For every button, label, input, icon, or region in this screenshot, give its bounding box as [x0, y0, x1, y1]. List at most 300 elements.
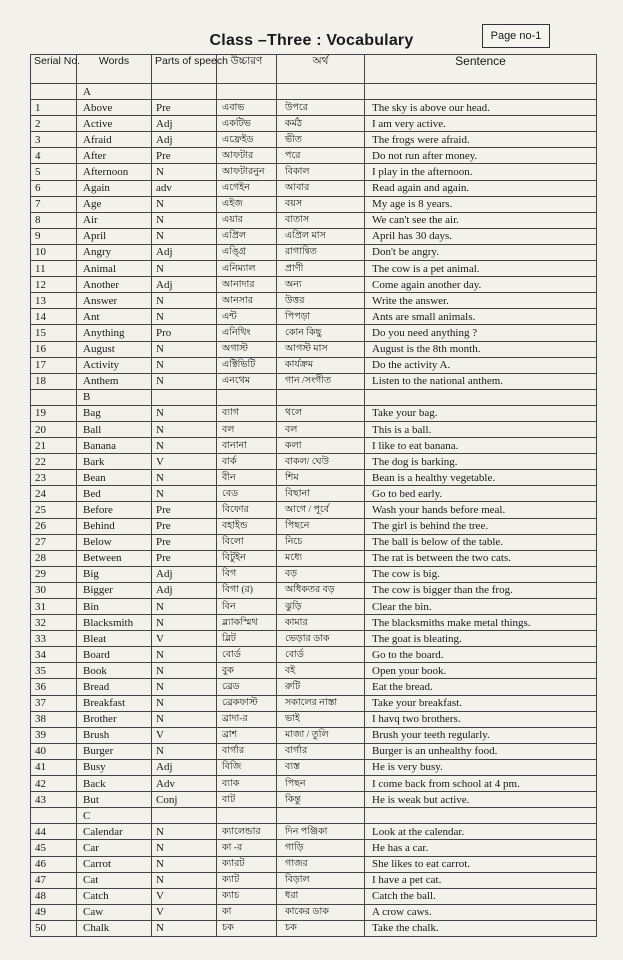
pronunciation-cell: ক্যাচ: [217, 888, 277, 904]
pronunciation-cell: বোর্ড: [217, 647, 277, 663]
sentence-cell: The ball is below of the table.: [365, 534, 597, 550]
meaning-cell: চক: [277, 920, 365, 936]
pos-cell: Adj: [152, 277, 217, 293]
section-letter: C: [77, 808, 152, 824]
sentence-cell: The rat is between the two cats.: [365, 550, 597, 566]
meaning-cell: ভাই: [277, 711, 365, 727]
serial-cell: 45: [31, 840, 77, 856]
table-row: [31, 920, 597, 936]
word-cell: Animal: [77, 261, 152, 277]
sentence-cell: Take your bag.: [365, 405, 597, 421]
serial-cell: 17: [31, 357, 77, 373]
sentence-cell: The sky is above our head.: [365, 100, 597, 116]
sentence-cell: Go to the board.: [365, 647, 597, 663]
table-row: [31, 180, 597, 196]
pronunciation-cell: বাট: [217, 792, 277, 808]
meaning-cell: কোন কিছু: [277, 325, 365, 341]
table-row: [31, 888, 597, 904]
sentence-cell: I havq two brothers.: [365, 711, 597, 727]
pronunciation-cell: ব্যাক: [217, 776, 277, 792]
table-row: [31, 518, 597, 534]
table-row: [31, 631, 597, 647]
pos-cell: V: [152, 631, 217, 647]
pronunciation-cell: বুক: [217, 663, 277, 679]
empty-cell: [217, 84, 277, 100]
meaning-cell: থলে: [277, 405, 365, 421]
empty-cell: [365, 808, 597, 824]
sentence-cell: The cow is big.: [365, 566, 597, 582]
meaning-cell: কিন্তু: [277, 792, 365, 808]
empty-cell: [152, 84, 217, 100]
word-cell: Car: [77, 840, 152, 856]
serial-cell: 24: [31, 486, 77, 502]
section-row: [31, 84, 597, 100]
pos-cell: N: [152, 438, 217, 454]
word-cell: Calendar: [77, 824, 152, 840]
table-row: [31, 856, 597, 872]
word-cell: Anthem: [77, 373, 152, 389]
pronunciation-cell: বহাইন্ড: [217, 518, 277, 534]
table-row: [31, 695, 597, 711]
pos-cell: N: [152, 840, 217, 856]
meaning-cell: পরে: [277, 148, 365, 164]
table-row: [31, 663, 597, 679]
pronunciation-cell: বিগ: [217, 566, 277, 582]
sentence-cell: He is very busy.: [365, 759, 597, 775]
meaning-cell: প্রাণী: [277, 261, 365, 277]
pos-cell: N: [152, 856, 217, 872]
serial-cell: 32: [31, 615, 77, 631]
meaning-cell: কার্যক্রম: [277, 357, 365, 373]
word-cell: Book: [77, 663, 152, 679]
table-row: [31, 116, 597, 132]
table-row: [31, 502, 597, 518]
pronunciation-cell: কা -র: [217, 840, 277, 856]
serial-cell: 47: [31, 872, 77, 888]
sentence-cell: Don't be angry.: [365, 244, 597, 260]
sentence-cell: I have a pet cat.: [365, 872, 597, 888]
sentence-cell: My age is 8 years.: [365, 196, 597, 212]
meaning-cell: গান /সংগীত: [277, 373, 365, 389]
word-cell: Ball: [77, 421, 152, 437]
word-cell: Caw: [77, 904, 152, 920]
empty-cell: [152, 389, 217, 405]
serial-cell: 3: [31, 132, 77, 148]
col-header-pronunciation: উচ্চারণ: [217, 55, 277, 84]
pronunciation-cell: বিজি: [217, 759, 277, 775]
serial-cell: 46: [31, 856, 77, 872]
word-cell: Before: [77, 502, 152, 518]
pos-cell: N: [152, 405, 217, 421]
col-header-words: Words: [77, 55, 152, 84]
word-cell: Banana: [77, 438, 152, 454]
serial-cell: 19: [31, 405, 77, 421]
table-row: [31, 679, 597, 695]
word-cell: Air: [77, 212, 152, 228]
word-cell: Activity: [77, 357, 152, 373]
sentence-cell: Wash your hands before meal.: [365, 502, 597, 518]
table-row: [31, 727, 597, 743]
table-row: [31, 148, 597, 164]
meaning-cell: বাতাস: [277, 212, 365, 228]
pos-cell: Conj: [152, 792, 217, 808]
serial-cell: 15: [31, 325, 77, 341]
table-row: [31, 373, 597, 389]
table-row: [31, 840, 597, 856]
empty-cell: [277, 808, 365, 824]
sentence-cell: Write the answer.: [365, 293, 597, 309]
table-row: [31, 244, 597, 260]
serial-cell: 12: [31, 277, 77, 293]
word-cell: Bean: [77, 470, 152, 486]
serial-cell: 16: [31, 341, 77, 357]
meaning-cell: রুটি: [277, 679, 365, 695]
serial-cell: 25: [31, 502, 77, 518]
meaning-cell: শিম: [277, 470, 365, 486]
pos-cell: Pro: [152, 325, 217, 341]
sentence-cell: The goat is bleating.: [365, 631, 597, 647]
serial-cell: 44: [31, 824, 77, 840]
pos-cell: Pre: [152, 502, 217, 518]
pronunciation-cell: আফটারনুন: [217, 164, 277, 180]
meaning-cell: বার্গার: [277, 743, 365, 759]
sentence-cell: Go to bed early.: [365, 486, 597, 502]
sentence-cell: He is weak but active.: [365, 792, 597, 808]
meaning-cell: বয়স: [277, 196, 365, 212]
pronunciation-cell: এপ্রিল: [217, 228, 277, 244]
word-cell: Ant: [77, 309, 152, 325]
serial-cell: 30: [31, 582, 77, 598]
word-cell: Board: [77, 647, 152, 663]
pronunciation-cell: বিটুইন: [217, 550, 277, 566]
pos-cell: Pre: [152, 534, 217, 550]
table-row: [31, 566, 597, 582]
word-cell: Breakfast: [77, 695, 152, 711]
pos-cell: N: [152, 196, 217, 212]
serial-cell: 11: [31, 261, 77, 277]
sentence-cell: Do not run after money.: [365, 148, 597, 164]
pronunciation-cell: ক্যারট: [217, 856, 277, 872]
pos-cell: N: [152, 679, 217, 695]
meaning-cell: দিন পঞ্জিকা: [277, 824, 365, 840]
word-cell: Big: [77, 566, 152, 582]
table-row: [31, 100, 597, 116]
empty-cell: [217, 808, 277, 824]
pos-cell: V: [152, 888, 217, 904]
pronunciation-cell: বার্ক: [217, 454, 277, 470]
pronunciation-cell: বিন: [217, 599, 277, 615]
word-cell: Afraid: [77, 132, 152, 148]
word-cell: Another: [77, 277, 152, 293]
word-cell: After: [77, 148, 152, 164]
sentence-cell: We can't see the air.: [365, 212, 597, 228]
word-cell: April: [77, 228, 152, 244]
meaning-cell: সকালের নাস্তা: [277, 695, 365, 711]
sentence-cell: A crow caws.: [365, 904, 597, 920]
serial-cell: 29: [31, 566, 77, 582]
table-row: [31, 212, 597, 228]
word-cell: Blacksmith: [77, 615, 152, 631]
pronunciation-cell: বিগা (র): [217, 582, 277, 598]
empty-cell: [277, 389, 365, 405]
meaning-cell: বিড়াল: [277, 872, 365, 888]
sentence-cell: I like to eat banana.: [365, 438, 597, 454]
pos-cell: Pre: [152, 100, 217, 116]
sentence-cell: The blacksmiths make metal things.: [365, 615, 597, 631]
serial-cell: 26: [31, 518, 77, 534]
serial-cell: 49: [31, 904, 77, 920]
table-row: [31, 164, 597, 180]
meaning-cell: ভেড়ার ডাক: [277, 631, 365, 647]
empty-cell: [152, 808, 217, 824]
section-row: [31, 389, 597, 405]
pronunciation-cell: ব্রেকফাস্ট: [217, 695, 277, 711]
section-serial-cell: [31, 808, 77, 824]
sentence-cell: Ants are small animals.: [365, 309, 597, 325]
word-cell: Anything: [77, 325, 152, 341]
word-cell: Answer: [77, 293, 152, 309]
col-header-pos: Parts of speech: [152, 55, 217, 84]
word-cell: Above: [77, 100, 152, 116]
table-row: [31, 357, 597, 373]
word-cell: Busy: [77, 759, 152, 775]
serial-cell: 38: [31, 711, 77, 727]
table-row: [31, 293, 597, 309]
word-cell: Bed: [77, 486, 152, 502]
table-row: [31, 792, 597, 808]
meaning-cell: উপরে: [277, 100, 365, 116]
sentence-cell: Brush your teeth regularly.: [365, 727, 597, 743]
pos-cell: N: [152, 872, 217, 888]
meaning-cell: বই: [277, 663, 365, 679]
word-cell: Brush: [77, 727, 152, 743]
sentence-cell: Clear the bin.: [365, 599, 597, 615]
section-letter: B: [77, 389, 152, 405]
table-row: [31, 325, 597, 341]
table-row: [31, 599, 597, 615]
pos-cell: Adj: [152, 132, 217, 148]
word-cell: Carrot: [77, 856, 152, 872]
meaning-cell: ভীত: [277, 132, 365, 148]
table-row: [31, 421, 597, 437]
serial-cell: 35: [31, 663, 77, 679]
section-row: [31, 808, 597, 824]
word-cell: Bag: [77, 405, 152, 421]
pronunciation-cell: এফ্রেইড: [217, 132, 277, 148]
serial-cell: 13: [31, 293, 77, 309]
pronunciation-cell: বেড: [217, 486, 277, 502]
word-cell: Cat: [77, 872, 152, 888]
serial-cell: 21: [31, 438, 77, 454]
empty-cell: [365, 389, 597, 405]
pos-cell: N: [152, 486, 217, 502]
meaning-cell: আগে / পূর্বে: [277, 502, 365, 518]
empty-cell: [365, 84, 597, 100]
pronunciation-cell: ব্রাশ: [217, 727, 277, 743]
pos-cell: adv: [152, 180, 217, 196]
pos-cell: Adj: [152, 759, 217, 775]
pronunciation-cell: বার্গার: [217, 743, 277, 759]
meaning-cell: আবার: [277, 180, 365, 196]
table-row: [31, 309, 597, 325]
sentence-cell: Burger is an unhealthy food.: [365, 743, 597, 759]
word-cell: Bigger: [77, 582, 152, 598]
section-serial-cell: [31, 84, 77, 100]
sentence-cell: Listen to the national anthem.: [365, 373, 597, 389]
word-cell: Bin: [77, 599, 152, 615]
pos-cell: Pre: [152, 148, 217, 164]
pos-cell: N: [152, 711, 217, 727]
meaning-cell: কামার: [277, 615, 365, 631]
pronunciation-cell: এয়ার: [217, 212, 277, 228]
table-row: [31, 534, 597, 550]
pronunciation-cell: বিফোর: [217, 502, 277, 518]
table-row: [31, 486, 597, 502]
table-row: [31, 277, 597, 293]
serial-cell: 6: [31, 180, 77, 196]
serial-cell: 41: [31, 759, 77, 775]
pos-cell: N: [152, 309, 217, 325]
pronunciation-cell: বানানা: [217, 438, 277, 454]
page-number-box: Page no-1: [482, 24, 550, 48]
table-row: [31, 196, 597, 212]
table-row: [31, 647, 597, 663]
pos-cell: N: [152, 164, 217, 180]
col-header-serial: Serial No.: [31, 55, 77, 84]
sentence-cell: Eat the bread.: [365, 679, 597, 695]
pronunciation-cell: চক: [217, 920, 277, 936]
serial-cell: 48: [31, 888, 77, 904]
pronunciation-cell: বল: [217, 421, 277, 437]
sentence-cell: I am very active.: [365, 116, 597, 132]
page-title: Class –Three : Vocabulary: [209, 32, 414, 49]
pos-cell: N: [152, 341, 217, 357]
section-letter: A: [77, 84, 152, 100]
serial-cell: 37: [31, 695, 77, 711]
serial-cell: 5: [31, 164, 77, 180]
serial-cell: 18: [31, 373, 77, 389]
pronunciation-cell: বিলো: [217, 534, 277, 550]
pos-cell: V: [152, 454, 217, 470]
word-cell: Active: [77, 116, 152, 132]
serial-cell: 28: [31, 550, 77, 566]
pos-cell: V: [152, 727, 217, 743]
meaning-cell: অন্য: [277, 277, 365, 293]
pos-cell: Adv: [152, 776, 217, 792]
table-row: [31, 872, 597, 888]
pronunciation-cell: ব্লিট: [217, 631, 277, 647]
serial-cell: 22: [31, 454, 77, 470]
sentence-cell: The cow is bigger than the frog.: [365, 582, 597, 598]
word-cell: Below: [77, 534, 152, 550]
sentence-cell: The girl is behind the tree.: [365, 518, 597, 534]
meaning-cell: নিচে: [277, 534, 365, 550]
meaning-cell: বিকাল: [277, 164, 365, 180]
serial-cell: 34: [31, 647, 77, 663]
table-row: [31, 438, 597, 454]
sentence-cell: I play in the afternoon.: [365, 164, 597, 180]
sentence-cell: Come again another day.: [365, 277, 597, 293]
sentence-cell: The frogs were afraid.: [365, 132, 597, 148]
meaning-cell: ঝুড়ি: [277, 599, 365, 615]
sentence-cell: Look at the calendar.: [365, 824, 597, 840]
table-body: [31, 84, 597, 937]
meaning-cell: পিপড়া: [277, 309, 365, 325]
pronunciation-cell: বীন: [217, 470, 277, 486]
meaning-cell: অধিকতর বড়: [277, 582, 365, 598]
sentence-cell: Bean is a healthy vegetable.: [365, 470, 597, 486]
table-row: [31, 759, 597, 775]
table-row: [31, 470, 597, 486]
pronunciation-cell: ব্রেড: [217, 679, 277, 695]
serial-cell: 33: [31, 631, 77, 647]
word-cell: Again: [77, 180, 152, 196]
serial-cell: 9: [31, 228, 77, 244]
meaning-cell: কলা: [277, 438, 365, 454]
meaning-cell: বল: [277, 421, 365, 437]
meaning-cell: গাজর: [277, 856, 365, 872]
pronunciation-cell: আনাদার: [217, 277, 277, 293]
pos-cell: N: [152, 695, 217, 711]
word-cell: Catch: [77, 888, 152, 904]
pos-cell: V: [152, 904, 217, 920]
pronunciation-cell: এক্টিভিটি: [217, 357, 277, 373]
table-row: [31, 743, 597, 759]
pronunciation-cell: এনিম্যাল: [217, 261, 277, 277]
serial-cell: 36: [31, 679, 77, 695]
table-row: [31, 132, 597, 148]
serial-cell: 4: [31, 148, 77, 164]
meaning-cell: মাজা / তুলি: [277, 727, 365, 743]
pronunciation-cell: অগাস্ট: [217, 341, 277, 357]
pos-cell: N: [152, 743, 217, 759]
serial-cell: 8: [31, 212, 77, 228]
word-cell: Bark: [77, 454, 152, 470]
pos-cell: N: [152, 920, 217, 936]
pos-cell: N: [152, 824, 217, 840]
meaning-cell: এপ্রিল মাস: [277, 228, 365, 244]
pronunciation-cell: এন্ট: [217, 309, 277, 325]
pos-cell: N: [152, 663, 217, 679]
meaning-cell: উত্তর: [277, 293, 365, 309]
table-row: [31, 341, 597, 357]
pronunciation-cell: এবাভ: [217, 100, 277, 116]
sentence-cell: The cow is a pet animal.: [365, 261, 597, 277]
pos-cell: N: [152, 470, 217, 486]
sentence-cell: The dog is barking.: [365, 454, 597, 470]
pos-cell: Adj: [152, 566, 217, 582]
sentence-cell: April has 30 days.: [365, 228, 597, 244]
word-cell: August: [77, 341, 152, 357]
sentence-cell: This is a ball.: [365, 421, 597, 437]
pos-cell: N: [152, 212, 217, 228]
pronunciation-cell: এঙ্গ্রি: [217, 244, 277, 260]
serial-cell: 43: [31, 792, 77, 808]
serial-cell: 40: [31, 743, 77, 759]
vocabulary-table: [30, 54, 597, 937]
sentence-cell: Read again and again.: [365, 180, 597, 196]
meaning-cell: মধ্যে: [277, 550, 365, 566]
pos-cell: Adj: [152, 244, 217, 260]
pronunciation-cell: এনথেম: [217, 373, 277, 389]
empty-cell: [217, 389, 277, 405]
serial-cell: 42: [31, 776, 77, 792]
word-cell: Bread: [77, 679, 152, 695]
serial-cell: 20: [31, 421, 77, 437]
table-row: [31, 711, 597, 727]
table-row: [31, 582, 597, 598]
pos-cell: N: [152, 357, 217, 373]
